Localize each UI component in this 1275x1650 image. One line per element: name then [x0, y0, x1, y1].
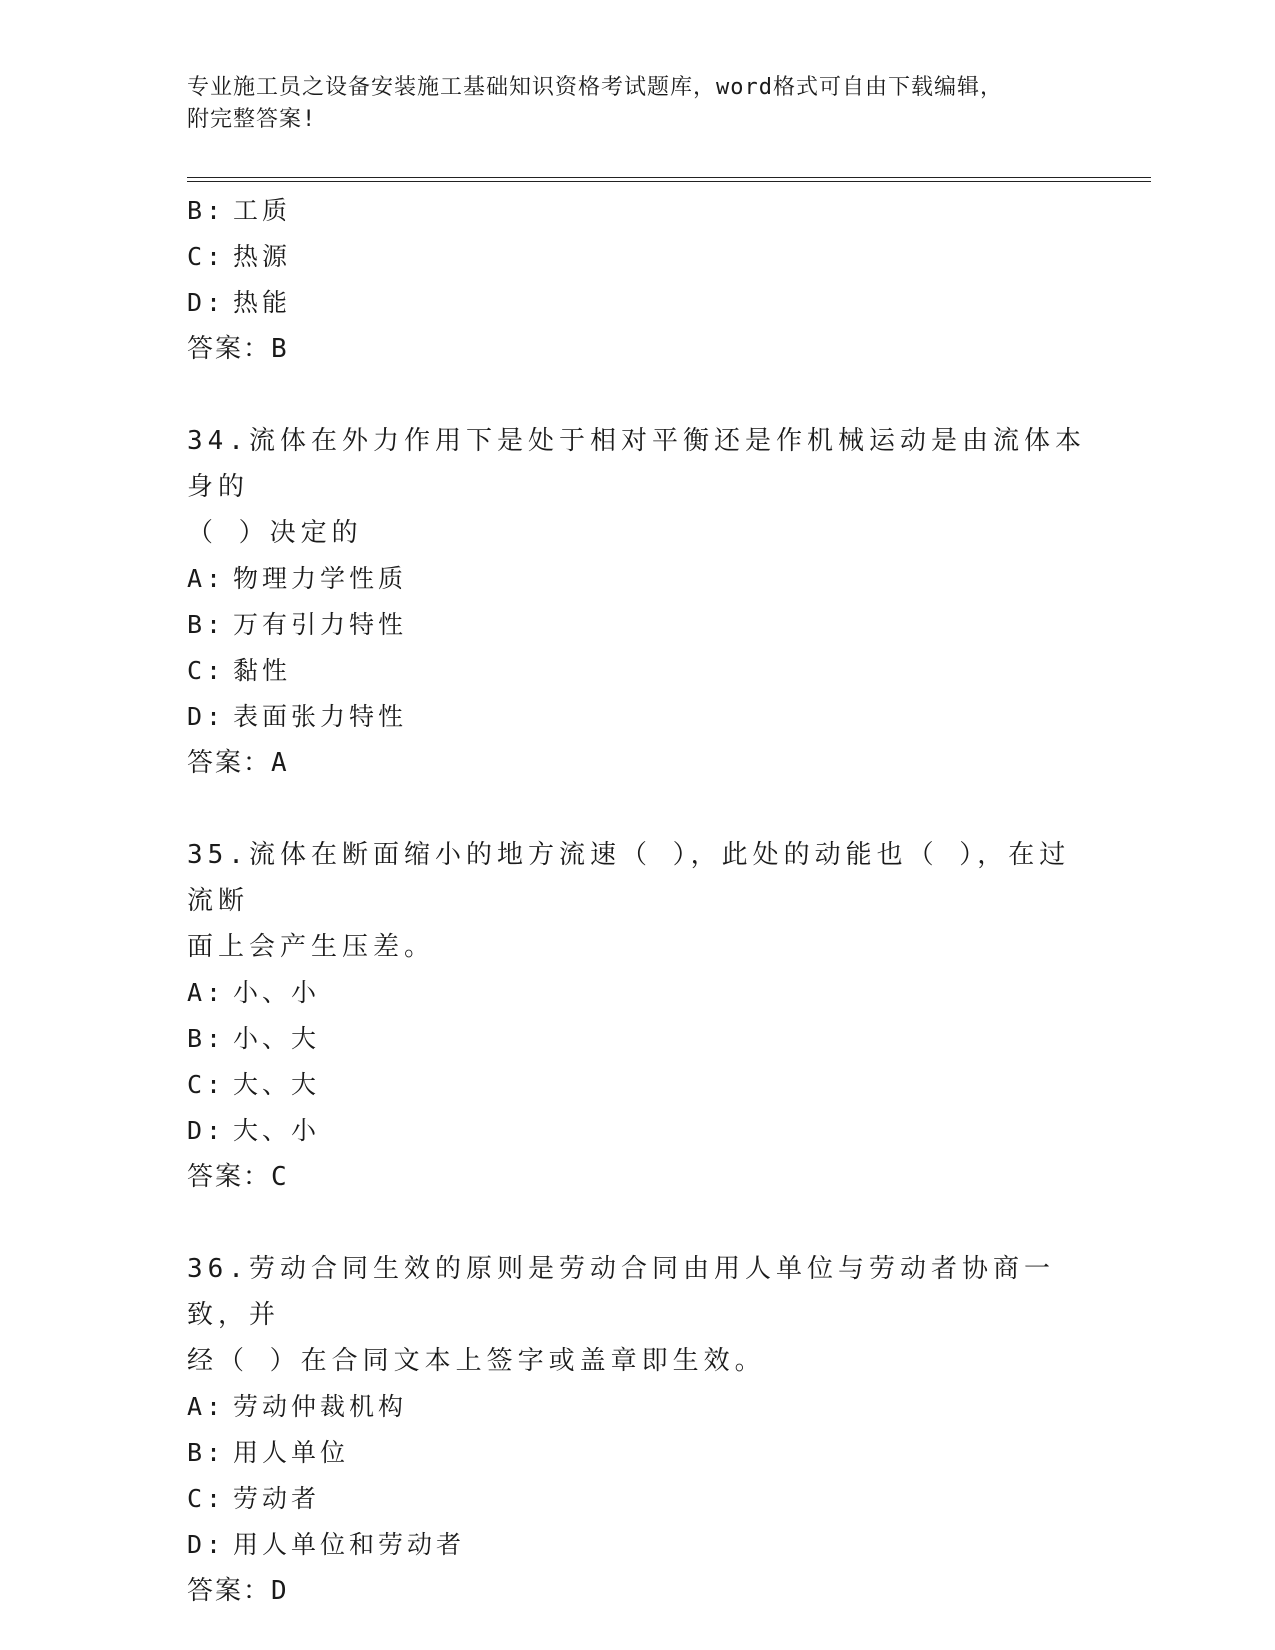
question-stem-line-2: （ ）决定的 [187, 518, 363, 548]
option-b [187, 1430, 1087, 1476]
option-text: 用人单位 [233, 1438, 350, 1467]
option-key: D: [187, 1530, 226, 1559]
option-text: 万有引力特性 [233, 610, 408, 639]
option-d [187, 1522, 1087, 1568]
question-stem-line-1: 35.流体在断面缩小的地方流速（ ），此处的动能也（ ），在过流断 [187, 840, 1071, 916]
option-key: B: [187, 1024, 226, 1053]
option-key: A: [187, 1392, 226, 1421]
option-c [187, 1476, 1087, 1522]
option-a [187, 1384, 1087, 1430]
answer-line: 答案：C [187, 1162, 289, 1192]
question-stem-line-2: 面上会产生压差。 [187, 932, 436, 962]
option-text: 物理力学性质 [233, 564, 408, 593]
answer-line: 答案：A [187, 748, 289, 778]
header-text-line-1: 专业施工员之设备安装施工基础知识资格考试题库，word格式可自由下载编辑， [187, 75, 1003, 100]
option-b [187, 1016, 1087, 1062]
option-text: 黏性 [233, 656, 292, 685]
option-b [187, 188, 1087, 234]
option-key: A: [187, 978, 226, 1007]
option-key: B: [187, 610, 226, 639]
option-text: 工质 [233, 196, 292, 225]
option-d [187, 1108, 1087, 1154]
question-stem [187, 1246, 1087, 1384]
option-key: B: [187, 196, 226, 225]
question-stem-line-1: 34.流体在外力作用下是处于相对平衡还是作机械运动是由流体本身的 [187, 426, 1086, 502]
option-c [187, 1062, 1087, 1108]
option-a [187, 970, 1087, 1016]
question-list [187, 188, 1087, 1614]
option-text: 用人单位和劳动者 [233, 1530, 466, 1559]
option-key: C: [187, 656, 226, 685]
option-d [187, 694, 1087, 740]
question-stem [187, 832, 1087, 970]
question-36 [187, 1246, 1087, 1614]
option-text: 劳动仲裁机构 [233, 1392, 408, 1421]
option-b [187, 602, 1087, 648]
question-stem-line-2: 经（ ）在合同文本上签字或盖章即生效。 [187, 1346, 766, 1376]
question-35 [187, 832, 1087, 1200]
option-text: 表面张力特性 [233, 702, 408, 731]
option-key: D: [187, 1116, 226, 1145]
header-divider [187, 177, 1151, 182]
answer-line: 答案：D [187, 1576, 289, 1606]
option-text: 热源 [233, 242, 292, 271]
option-key: C: [187, 1484, 226, 1513]
option-key: D: [187, 702, 226, 731]
option-text: 劳动者 [233, 1484, 321, 1513]
option-key: C: [187, 242, 226, 271]
question-stem [187, 418, 1087, 556]
option-text: 小、小 [233, 978, 321, 1007]
option-text: 大、小 [233, 1116, 321, 1145]
header-text-line-2: 附完整答案! [187, 107, 317, 132]
question-33-continuation [187, 188, 1087, 372]
question-stem-line-1: 36.劳动合同生效的原则是劳动合同由用人单位与劳动者协商一致，并 [187, 1254, 1055, 1330]
question-34 [187, 418, 1087, 786]
option-text: 热能 [233, 288, 292, 317]
option-key: C: [187, 1070, 226, 1099]
option-key: B: [187, 1438, 226, 1467]
option-c [187, 234, 1087, 280]
option-d [187, 280, 1087, 326]
answer-line: 答案：B [187, 334, 289, 364]
option-key: D: [187, 288, 226, 317]
option-text: 大、大 [233, 1070, 321, 1099]
page-header [187, 72, 1067, 136]
option-key: A: [187, 564, 226, 593]
option-text: 小、大 [233, 1024, 321, 1053]
option-c [187, 648, 1087, 694]
option-a [187, 556, 1087, 602]
